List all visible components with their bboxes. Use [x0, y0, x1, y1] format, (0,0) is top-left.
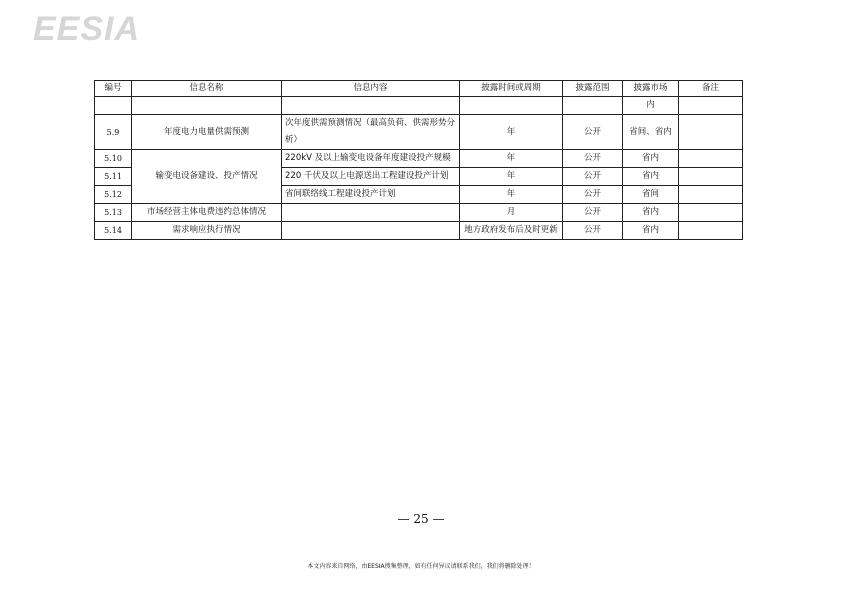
table-row	[95, 115, 743, 150]
cell-market: 省间	[623, 186, 679, 204]
header-period: 披露时间或周期	[460, 81, 563, 97]
cell-market: 内	[623, 97, 679, 115]
cell-number: 5.12	[95, 186, 132, 204]
cell-market: 省内	[623, 168, 679, 186]
cell-info-content	[282, 204, 460, 222]
cell-info-name: 需求响应执行情况	[132, 222, 282, 240]
header-note: 备注	[679, 81, 743, 97]
cell-info-content: 省间联络线工程建设投产计划	[282, 186, 460, 204]
cell-number: 5.10	[95, 150, 132, 168]
cell-scope: 公开	[563, 150, 623, 168]
cell-note	[679, 204, 743, 222]
page-number: — 25 —	[397, 512, 445, 526]
table-row-continuation	[95, 97, 743, 115]
header-scope: 披露范围	[563, 81, 623, 97]
cell-market: 省内	[623, 222, 679, 240]
cell-scope: 公开	[563, 115, 623, 150]
cell-market: 省间、省内	[623, 115, 679, 150]
table-row	[95, 150, 743, 168]
cell-period: 年	[460, 168, 563, 186]
cell-period: 年	[460, 150, 563, 168]
eesia-logo: EESIA	[33, 10, 141, 48]
cell-number: 5.11	[95, 168, 132, 186]
cell-info-name: 市场经营主体电费违约总体情况	[132, 204, 282, 222]
cell-info-content	[282, 222, 460, 240]
cell-note	[679, 115, 743, 150]
cell-info-name: 输变电设备建设、投产情况	[132, 150, 282, 204]
cell-note	[679, 222, 743, 240]
cell-note	[679, 168, 743, 186]
cell-period: 年	[460, 186, 563, 204]
table-row	[95, 222, 743, 240]
cell-note	[679, 186, 743, 204]
cell-market: 省内	[623, 204, 679, 222]
header-info-name: 信息名称	[132, 81, 282, 97]
cell-period: 月	[460, 204, 563, 222]
cell-number: 5.13	[95, 204, 132, 222]
header-market: 披露市场	[623, 81, 679, 97]
cell-number: 5.14	[95, 222, 132, 240]
table-header-row	[95, 81, 743, 97]
cell-period: 地方政府发布后及时更新	[460, 222, 563, 240]
cell-note	[679, 150, 743, 168]
cell-info-content: 220kV 及以上输变电设备年度建设投产规模	[282, 150, 460, 168]
cell-market: 省内	[623, 150, 679, 168]
header-info-content: 信息内容	[282, 81, 460, 97]
cell-info-content: 次年度供需预测情况（最高负荷、供需形势分析）	[282, 115, 460, 150]
cell-info-content: 220 千伏及以上电源送出工程建设投产计划	[282, 168, 460, 186]
table-row	[95, 204, 743, 222]
cell-number: 5.9	[95, 115, 132, 150]
cell-scope: 公开	[563, 168, 623, 186]
cell-period: 年	[460, 115, 563, 150]
cell-info-name: 年度电力电量供需预测	[132, 115, 282, 150]
cell-scope: 公开	[563, 222, 623, 240]
header-number: 编号	[95, 81, 132, 97]
info-disclosure-table	[94, 80, 743, 240]
cell-scope: 公开	[563, 204, 623, 222]
cell-scope: 公开	[563, 186, 623, 204]
footer-disclaimer: 本文内容来自网络，由EESIA搜集整理，如有任何异议请联系我们，我们将删除处理！	[307, 563, 535, 570]
